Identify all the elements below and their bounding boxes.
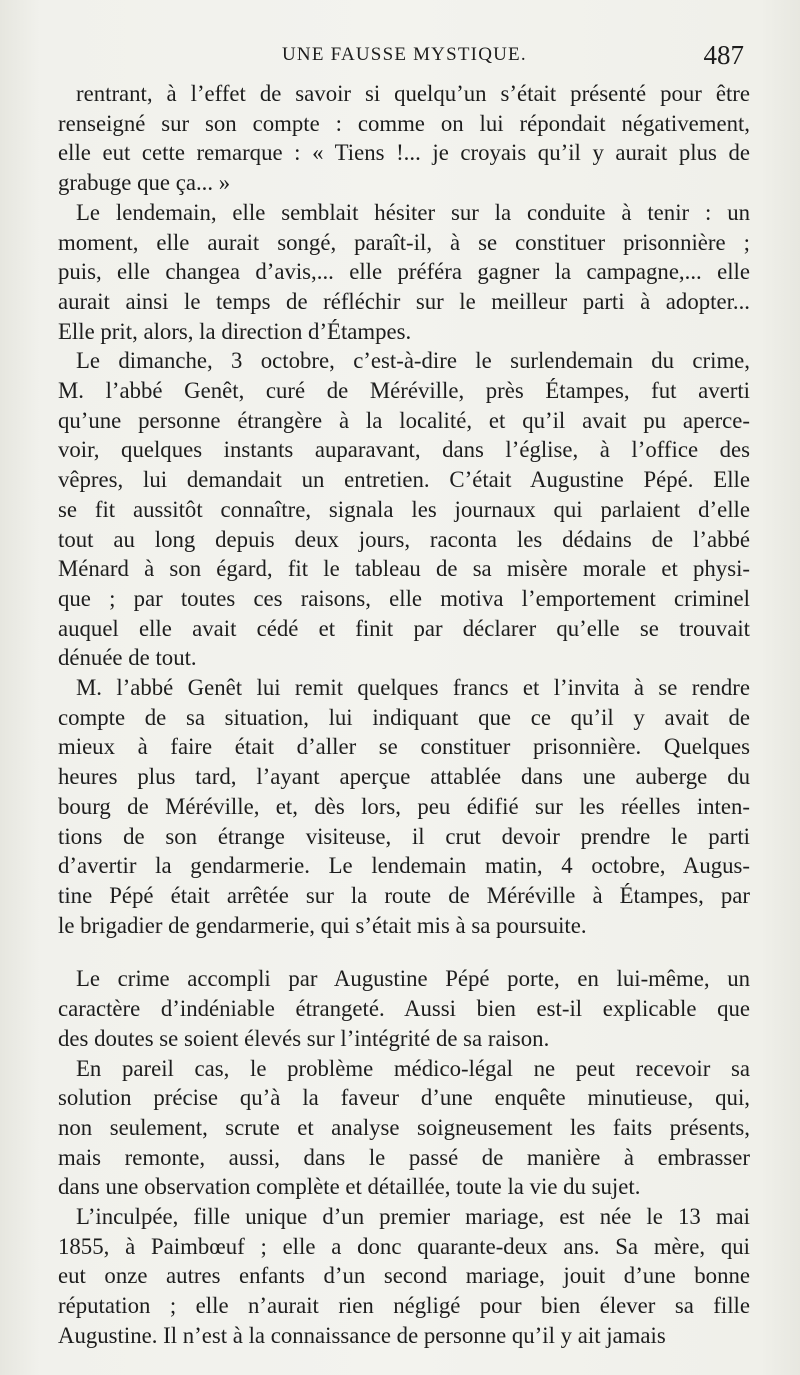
text-line: mais remonte, aussi, dans le passé de manière à embrasser <box>58 1144 750 1170</box>
text-line: tions de son étrange visiteuse, il crut devoir prendre le parti <box>58 823 750 849</box>
paragraph <box>58 198 750 347</box>
text-line: dénuée de tout. <box>58 645 197 671</box>
text-line: L’inculpée, fille unique d’un premier mariage, est née le 13 mai <box>76 1204 750 1230</box>
text-line: heures plus tard, l’ayant aperçue attablée dans une auberge du <box>58 764 750 790</box>
text-line: dans une observation complète et détaillée, toute la vie du sujet. <box>58 1174 641 1200</box>
text-line: moment, elle aurait songé, paraît-il, à se constituer prisonnière ; <box>58 229 750 255</box>
paragraph <box>58 964 750 1053</box>
text-line: solution précise qu’à la faveur d’une enquête minutieuse, qui, <box>58 1085 750 1111</box>
text-line: non seulement, scrute et analyse soigneusement les faits présents, <box>58 1114 750 1140</box>
paragraph <box>58 79 750 198</box>
page-number: 487 <box>703 40 744 70</box>
text-line: M. l’abbé Genêt, curé de Méréville, près Étampes, fut averti <box>58 378 750 404</box>
text-line: qu’une personne étrangère à la localité, et qu’il avait pu aperce- <box>58 407 750 433</box>
text-line: réputation ; elle n’aurait rien négligé pour bien élever sa fille <box>58 1293 750 1319</box>
text-line: Augustine. Il n’est à la connaissance de personne qu’il y ait jamais <box>58 1322 666 1348</box>
text-line: d’avertir la gendarmerie. Le lendemain matin, 4 octobre, Augus- <box>58 853 750 879</box>
text-line: rentrant, à l’effet de savoir si quelqu’un s’était présenté pour être <box>76 81 750 106</box>
text-line: caractère d’indéniable étrangeté. Aussi bien est-il explicable que <box>58 996 750 1022</box>
text-line: 1855, à Paimbœuf ; elle a donc quarante-deux ans. Sa mère, qui <box>58 1233 750 1259</box>
running-title: UNE FAUSSE MYSTIQUE. <box>282 44 527 65</box>
paragraph <box>58 673 750 940</box>
text-line: le brigadier de gendarmerie, qui s’était mis à sa poursuite. <box>58 912 587 938</box>
body-text <box>58 79 750 1351</box>
text-line: auquel elle avait cédé et finit par déclarer qu’elle se trouvait <box>58 615 750 641</box>
text-line: mieux à faire était d’aller se constituer prisonnière. Quelques <box>58 734 750 760</box>
text-line: des doutes se soient élevés sur l’intégrité de sa raison. <box>58 1025 550 1051</box>
text-line: Le lendemain, elle semblait hésiter sur la conduite à tenir : un <box>76 199 750 225</box>
section-break <box>58 940 750 964</box>
text-line: M. l’abbé Genêt lui remit quelques francs et l’invita à se rendre <box>76 675 750 701</box>
text-line: vêpres, lui demandait un entretien. C’était Augustine Pépé. Elle <box>58 467 750 493</box>
text-line: que ; par toutes ces raisons, elle motiva l’emportement criminel <box>58 585 750 611</box>
text-line: Le crime accompli par Augustine Pépé porte, en lui-même, un <box>76 966 750 992</box>
paragraph <box>58 346 750 673</box>
text-line: tine Pépé était arrêtée sur la route de Méréville à Étampes, par <box>58 882 750 908</box>
text-line: puis, elle changea d’avis,... elle préféra gagner la campagne,... elle <box>58 259 750 285</box>
text-line: voir, quelques instants auparavant, dans l’église, à l’office des <box>58 437 750 463</box>
text-line: grabuge que ça... » <box>58 170 231 196</box>
text-line: se fit aussitôt connaître, signala les journaux qui parlaient d’elle <box>58 496 750 522</box>
text-line: Elle prit, alors, la direction d’Étampes. <box>58 318 412 344</box>
paragraph <box>58 1054 750 1203</box>
text-line: renseigné sur son compte : comme on lui répondait négativement, <box>58 110 750 136</box>
text-line: compte de sa situation, lui indiquant que ce qu’il y avait de <box>58 704 750 730</box>
text-line: tout au long depuis deux jours, raconta les dédains de l’abbé <box>58 526 750 552</box>
text-line: Le dimanche, 3 octobre, c’est-à-dire le surlendemain du crime, <box>76 348 750 374</box>
text-line: aurait ainsi le temps de réfléchir sur le meilleur parti à adopter... <box>58 288 750 314</box>
paragraph <box>58 1202 750 1351</box>
text-line: Ménard à son égard, fit le tableau de sa misère morale et physi- <box>58 556 750 582</box>
text-line: En pareil cas, le problème médico-légal ne peut recevoir sa <box>76 1055 750 1081</box>
page-header <box>52 40 752 74</box>
text-line: elle eut cette remarque : « Tiens !... je croyais qu’il y aurait plus de <box>58 140 750 166</box>
text-line: bourg de Méréville, et, dès lors, peu édifié sur les réelles inten- <box>58 793 750 819</box>
text-line: eut onze autres enfants d’un second mariage, jouit d’une bonne <box>58 1263 750 1289</box>
